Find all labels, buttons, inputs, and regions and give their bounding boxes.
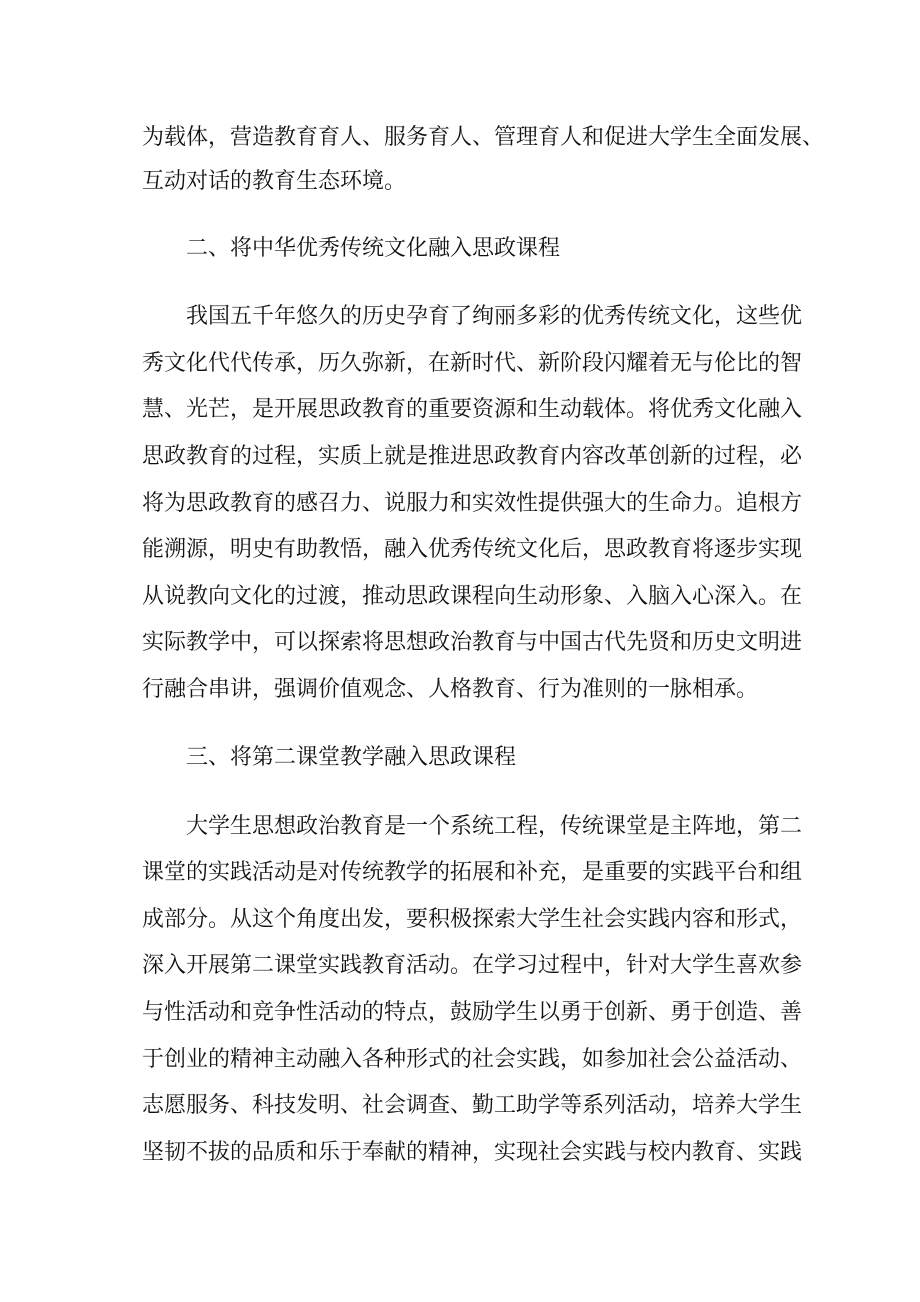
- paragraph-2-line-5: 将为思政教育的感召力、说服力和实效性提供强大的生命力。追根方: [142, 491, 803, 516]
- paragraph-2-line-4: 思政教育的过程，实质上就是推进思政教育内容改革创新的过程，必: [142, 444, 803, 469]
- paragraph-2-line-3: 慧、光芒，是开展思政教育的重要资源和生动载体。将优秀文化融入: [142, 397, 803, 422]
- section-heading-2: 二、将中华优秀传统文化融入思政课程: [186, 236, 561, 261]
- paragraph-3-line-5: 与性活动和竞争性活动的特点，鼓励学生以勇于创新、勇于创造、善: [142, 1000, 803, 1025]
- paragraph-2-line-1: 我国五千年悠久的历史孕育了绚丽多彩的优秀传统文化，这些优: [186, 304, 803, 329]
- paragraph-1-line-2: 互动对话的教育生态环境。: [142, 169, 407, 194]
- paragraph-2-line-2: 秀文化代代传承，历久弥新，在新时代、新阶段闪耀着无与伦比的智: [142, 351, 803, 376]
- paragraph-2-line-9: 行融合串讲，强调价值观念、人格教育、行为准则的一脉相承。: [142, 677, 759, 702]
- paragraph-3-line-1: 大学生思想政治教育是一个系统工程，传统课堂是主阵地，第二: [186, 814, 803, 839]
- paragraph-1-line-1: 为载体，营造教育育人、服务育人、管理育人和促进大学生全面发展、: [142, 125, 825, 150]
- paragraph-2-line-7: 从说教向文化的过渡，推动思政课程向生动形象、入脑入心深入。在: [142, 584, 803, 609]
- paragraph-3-line-3: 成部分。从这个角度出发，要积极探索大学生社会实践内容和形式，: [142, 907, 803, 932]
- paragraph-3-line-2: 课堂的实践活动是对传统教学的拓展和补充，是重要的实践平台和组: [142, 860, 803, 885]
- paragraph-3-line-6: 于创业的精神主动融入各种形式的社会实践，如参加社会公益活动、: [142, 1047, 803, 1072]
- section-heading-3: 三、将第二课堂教学融入思政课程: [186, 745, 517, 770]
- paragraph-3-line-7: 志愿服务、科技发明、社会调查、勤工助学等系列活动，培养大学生: [142, 1093, 803, 1118]
- paragraph-3-line-4: 深入开展第二课堂实践教育活动。在学习过程中，针对大学生喜欢参: [142, 953, 803, 978]
- paragraph-3-line-8: 坚韧不拔的品质和乐于奉献的精神，实现社会实践与校内教育、实践: [142, 1140, 803, 1165]
- paragraph-2-line-8: 实际教学中，可以探索将思想政治教育与中国古代先贤和历史文明进: [142, 630, 803, 655]
- paragraph-2-line-6: 能溯源，明史有助教悟，融入优秀传统文化后，思政教育将逐步实现: [142, 537, 803, 562]
